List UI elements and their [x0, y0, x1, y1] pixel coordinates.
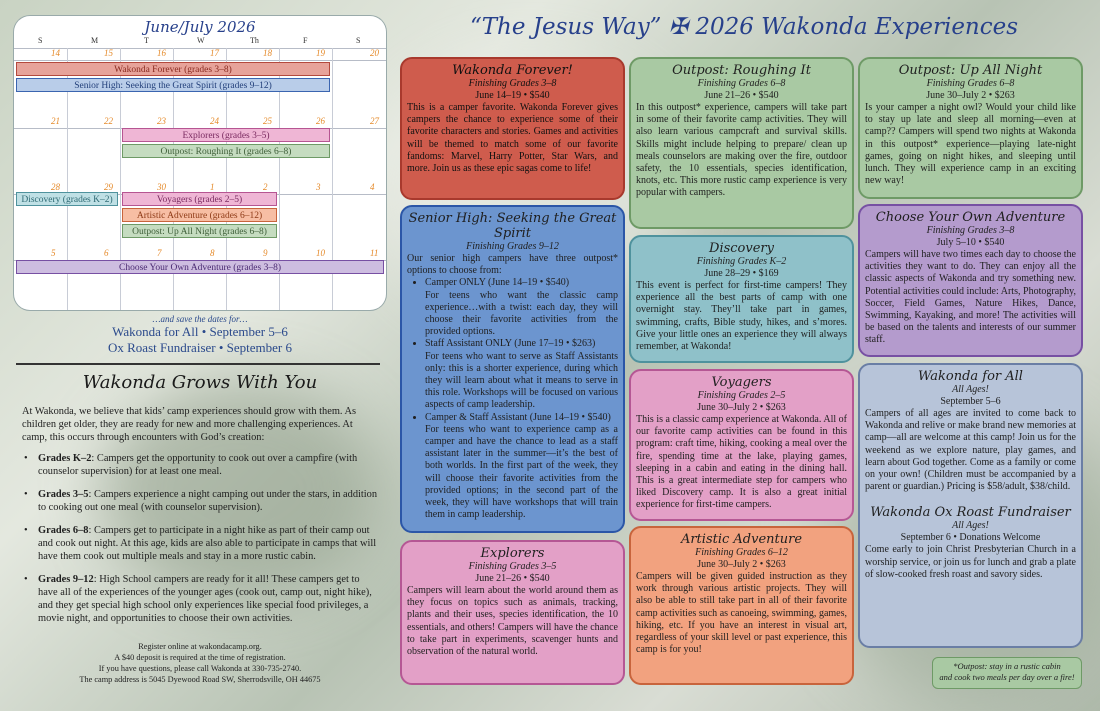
card-voyagers — [629, 369, 854, 521]
save-dates-for-all: Wakonda for All • September 5–6 — [112, 324, 288, 339]
day-of-week-label: S — [38, 36, 43, 45]
calendar-day-number: 18 — [263, 48, 272, 58]
card-roughing-it — [629, 57, 854, 229]
calendar-event-bar: Choose Your Own Adventure (grades 3–8) — [16, 260, 384, 274]
calendar-day-number: 26 — [316, 116, 325, 126]
card-grades: Finishing Grades 2–5 — [697, 390, 786, 401]
calendar-day-number: 14 — [51, 48, 60, 58]
contact-info — [14, 641, 386, 685]
calendar-day-number: 7 — [157, 248, 162, 258]
card-dates-price: July 5–10 • $540 — [936, 237, 1005, 248]
calendar-day-number: 27 — [370, 116, 379, 126]
card-grades: Finishing Grades 3–8 — [468, 78, 557, 89]
save-the-dates — [14, 314, 386, 356]
card-grades: Finishing Grades 9–12 — [466, 241, 559, 252]
calendar-event-bar: Voyagers (grades 2–5) — [122, 192, 277, 206]
card-body: Campers will be given guided instruction as they work through various artistic projects. They will also be able to still take part in all of their favorite camp activities such as canoeing, swimming, games, hiking, etc. If you have an interest in visual art, regardless of your skill level or past experience, this camp is for you! — [636, 571, 847, 656]
card-dates-price: June 30–July 2 • $263 — [697, 559, 786, 570]
senior-option: • Camper ONLY (June 14–19 • $540) For teens who want the classic camp experience…with a twist: each day, they will choose their favorite activities from the provided options. — [425, 277, 618, 338]
card-grades: Finishing Grades K–2 — [696, 256, 787, 267]
calendar-day-number: 11 — [370, 248, 379, 258]
day-of-week-label: M — [91, 36, 99, 45]
calendar-day-number: 23 — [157, 116, 166, 126]
card-title: Choose Your Own Adventure — [875, 210, 1066, 225]
card-grades: Finishing Grades 6–8 — [926, 78, 1015, 89]
calendar-event-bar: Senior High: Seeking the Great Spirit (grades 9–12) — [16, 78, 330, 92]
card-title: Artistic Adventure — [680, 532, 803, 547]
card-body: This event is perfect for first-time campers! They experience all the best parts of camp with one overnight stay. They’ll take part in games, swimming, crafts, Bible study, hikes, and s’mores. Give your little ones an experience they will always remember, at Wakonda! — [636, 280, 847, 353]
card-title: Explorers — [480, 546, 545, 561]
card-discovery — [629, 235, 854, 363]
calendar-event-bar: Explorers (grades 3–5) — [122, 128, 330, 142]
section-divider — [16, 363, 380, 365]
calendar-day-number: 28 — [51, 182, 60, 192]
card-body: Our senior high campers have three outpost* options to choose from: — [407, 253, 618, 277]
calendar-day-number: 9 — [263, 248, 268, 258]
calendar-day-number: 22 — [104, 116, 113, 126]
card-title: Senior High: Seeking the Great Spirit — [408, 211, 617, 241]
card-artistic-adventure — [629, 526, 854, 685]
card-dates-price: June 30–July 2 • $263 — [697, 402, 786, 413]
calendar-day-number: 16 — [157, 48, 166, 58]
card-dates-price: June 21–26 • $540 — [475, 573, 550, 584]
day-of-week-label: Th — [250, 36, 259, 45]
calendar-title: June/July 2026 — [144, 18, 256, 36]
calendar-day-number: 5 — [51, 248, 56, 258]
card-body: Campers will have two times each day to choose the activities they want to do. They can enjoy all the classic aspects of Wakonda and try something new. Potential activities could include: Arts, Photography, Soccer, Field Games, Nature Hikes, Dance, Swimming, Kayaking, and more! The activities will be based on the talents and interests of our summer staff. — [865, 249, 1076, 346]
grows-title: Wakonda Grows With You — [82, 372, 318, 393]
card-grades: All Ages! — [952, 520, 989, 532]
card-title: Wakonda Forever! — [452, 63, 573, 78]
card-body: Campers will learn about the world around them as they focus on topics such as animals, tracking, plants and their uses, species identification, the 10 essentials, and others! Campers will have the chance to take part in experiments, scavenger hunts and observation of the natural world. — [407, 585, 618, 658]
calendar-day-number: 19 — [316, 48, 325, 58]
card-grades: Finishing Grades 6–8 — [697, 78, 786, 89]
card-grades: All Ages! — [952, 384, 989, 395]
senior-option: • Camper & Staff Assistant (June 14–19 • $540) For teens who want to experience camp as a camper and have the chance to lead as a staff assistant later in the summer—it’s the best of both worlds. In the first part of the week, they will choose their favorite activities from the provided options; in the second part of the week, they will have workshops that will train them in camp leadership. — [425, 412, 618, 522]
senior-option: • Staff Assistant ONLY (June 17–19 • $263) For teens who want to serve as Staff Assistants only: this is a shorter experience, during which they will learn about what it means to serve in this role. Workshops will be focused on various aspects of camp leadership. — [425, 338, 618, 411]
card-title-ox-roast: Wakonda Ox Roast Fundraiser — [870, 505, 1071, 521]
calendar-day-number: 17 — [210, 48, 219, 58]
grows-item: • Grades 3–5: Campers experience a night camping out under the stars, in addition to cooking out one meal (with counselor supervision). — [22, 488, 380, 514]
contact-register: Register online at wakondacamp.org. — [138, 642, 262, 651]
calendar-event-bar: Artistic Adventure (grades 6–12) — [122, 208, 277, 222]
card-up-all-night — [858, 57, 1083, 199]
card-body: Campers of all ages are invited to come back to Wakonda and relive or make brand new memories at camp—all are welcome at this camp! Join us for the weekend as we explore nature, play games, and learn about God together. Come as a family or come on your own! (Children must be accompanied by a parent or guardian.) Pricing is $58/adult, $38/child. — [865, 408, 1076, 493]
calendar-day-number: 8 — [210, 248, 215, 258]
calendar-rule — [14, 48, 386, 49]
calendar-day-number: 20 — [370, 48, 379, 58]
contact-deposit: A $40 deposit is required at the time of registration. — [114, 653, 286, 662]
card-dates-price: June 21–26 • $540 — [704, 90, 779, 101]
calendar-event-bar: Outpost: Up All Night (grades 6–8) — [122, 224, 277, 238]
calendar-day-number: 25 — [263, 116, 272, 126]
contact-address: The camp address is 5045 Dyewood Road SW, Sherrodsville, OH 44675 — [79, 675, 321, 684]
calendar-rule — [14, 60, 386, 61]
card-dates-price: June 30–July 2 • $263 — [926, 90, 1015, 101]
card-explorers — [400, 540, 625, 685]
calendar-event-bar: Discovery (grades K–2) — [16, 192, 118, 206]
calendar-day-number: 10 — [316, 248, 325, 258]
card-body: This is a camper favorite. Wakonda Forever gives campers the chance to experience some of their favorite characters and stories. Games and activities will be themed to match some of our favorite fandoms: Marvel, Harry Potter, Star Wars, and more. Join us as these epic sagas come to life! — [407, 102, 618, 175]
card-grades: Finishing Grades 6–12 — [695, 547, 788, 558]
calendar-day-number: 30 — [157, 182, 166, 192]
card-title: Voyagers — [711, 375, 772, 390]
calendar-event-bar: Wakonda Forever (grades 3–8) — [16, 62, 330, 76]
calendar-event-bar: Outpost: Roughing It (grades 6–8) — [122, 144, 330, 158]
calendar-day-number: 29 — [104, 182, 113, 192]
card-title: Wakonda for All — [918, 369, 1023, 384]
calendar-day-number: 4 — [370, 182, 375, 192]
calendar-day-number: 24 — [210, 116, 219, 126]
card-grades: Finishing Grades 3–8 — [926, 225, 1015, 236]
calendar-day-number: 1 — [210, 182, 215, 192]
calendar — [14, 16, 386, 310]
calendar-day-number: 15 — [104, 48, 113, 58]
card-body: Is your camper a night owl? Would your child like to stay up late and sleep all morning—even at camp?? Campers will spend two nights at Wakonda in this outpost* experience—playing late-night games, going on night hikes, and sleeping until lunch. They will experience camp in an exciting new way! — [865, 102, 1076, 187]
grows-intro: At Wakonda, we believe that kids’ camp experiences should grow with them. As children get older, they are ready for new and more challenging experiences. At camp, this occurs through encounters with God’s creation: — [22, 406, 357, 443]
card-title: Outpost: Up All Night — [898, 63, 1043, 78]
day-of-week-label: W — [197, 36, 205, 45]
card-dates-price: September 5–6 — [940, 396, 1001, 407]
card-title: Discovery — [709, 241, 774, 256]
calendar-day-number: 3 — [316, 182, 321, 192]
card-body: This is a classic camp experience at Wakonda. All of our favorite camp activities can be found in this program: craft time, hiking, cooking a meal over the fire, spending time at the lake, playing games, sleeping in a cabin and eating in the dining hall. This is a great intermediate step for campers who liked Discovery camp. It is also a great initial experience for first-time campers. — [636, 414, 847, 511]
card-dates-price: June 14–19 • $540 — [475, 90, 550, 101]
calendar-day-number: 21 — [51, 116, 60, 126]
day-of-week-label: F — [303, 36, 308, 45]
save-dates-ox-roast: Ox Roast Fundraiser • September 6 — [108, 340, 292, 355]
grows-list — [22, 452, 380, 635]
calendar-day-number: 2 — [263, 182, 268, 192]
contact-phone: If you have questions, please call Wakonda at 330-735-2740. — [98, 664, 302, 673]
grows-item: • Grades 6–8: Campers get to participate in a night hike as part of their camp out and cook out night. At this age, kids are also able to participate in camps that will have them cook out multiple meals and stay in a more rustic cabin. — [22, 524, 380, 563]
save-dates-lead: …and save the dates for… — [152, 314, 248, 324]
page-title: “The Jesus Way” ✠ 2026 Wakonda Experiences — [469, 14, 1019, 40]
day-of-week-label: T — [144, 36, 149, 45]
outpost-footnote: *Outpost: stay in a rustic cabin and cook two meals per day over a fire! — [932, 657, 1082, 689]
card-dates-price: June 28–29 • $169 — [704, 268, 779, 279]
grows-item: • Grades K–2: Campers get the opportunity to cook out over a campfire (with counselor supervision) for at least one meal. — [22, 452, 380, 478]
card-senior-high — [400, 205, 625, 533]
card-body: Come early to join Christ Presbyterian Church in a worship service, or join us for lunch and grab a plate of slow-cooked fresh roast and savory sides. — [865, 544, 1076, 580]
day-of-week-label: S — [356, 36, 361, 45]
calendar-day-number: 6 — [104, 248, 109, 258]
card-title: Outpost: Roughing It — [672, 63, 811, 78]
card-wakonda-for-all — [858, 363, 1083, 648]
card-wakonda-forever — [400, 57, 625, 200]
card-grades: Finishing Grades 3–5 — [468, 561, 557, 572]
senior-options — [407, 277, 618, 521]
card-choose-your-own-adventure — [858, 204, 1083, 357]
card-dates-price: September 6 • Donations Welcome — [900, 532, 1041, 544]
card-body: In this outpost* experience, campers will take part in some of their favorite camp activities. They will also learn various campcraft and survival skills. Skills might include helping to prepare/ clean up meals counselors are making over the fire, outdoor safety, the 10 essentials, species identification, knots, etc. This more rustic camp experience is very popular with campers. — [636, 102, 847, 199]
grows-item: • Grades 9–12: High School campers are ready for it all! These campers get to have all of the experiences of the younger ages (cook out, camp out, night hike), and they get special high school only experiences like special food privileges, a movie night, and opportunities to choose their own activities. — [22, 573, 380, 625]
